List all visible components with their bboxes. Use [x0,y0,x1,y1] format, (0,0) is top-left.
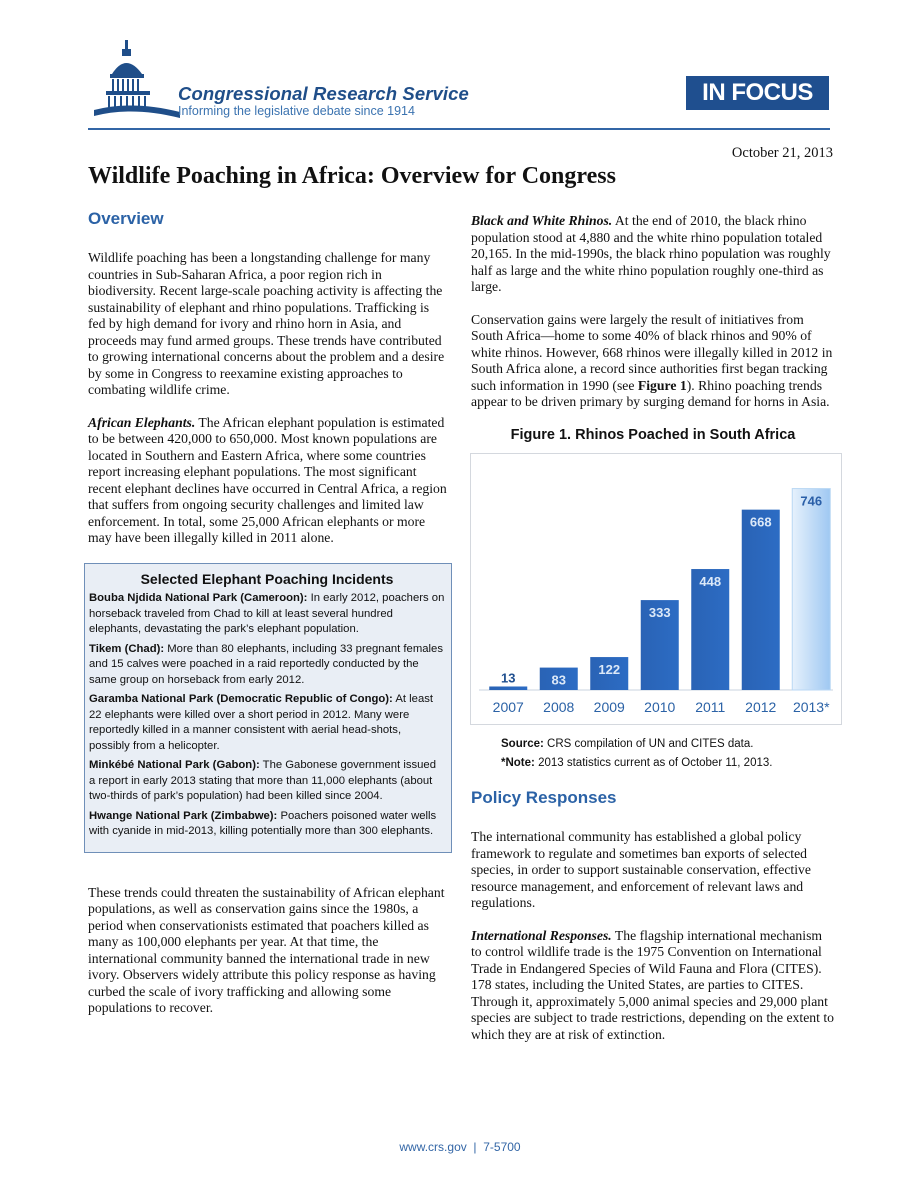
incident-location: Bouba Njdida National Park (Cameroon): [89,592,308,604]
incident-text: More than 80 elephants, including 33 pregnant females and 15 calves were poached in a raid reportedly conducted by the same group on horseback from early 2012. [89,642,443,686]
incident-item [89,692,445,754]
sidebar-title: Selected Elephant Poaching Incidents [140,570,394,587]
page-title: Wildlife Poaching in Africa: Overview for Congress [88,163,616,189]
right-column [471,213,835,1059]
page-footer [0,1140,920,1154]
incident-item [89,591,445,638]
chart-data-label: 122 [598,662,621,678]
figure-reference: Figure 1 [637,377,687,393]
footer-separator: | [473,1140,477,1154]
overview-paragraph: Wildlife poaching has been a longstanding challenge for many countries in Sub-Saharan Africa, a poor region rich in biodiversity. Recent large-scale poaching activity is affecting the sustainability of elephant and rhino populations. Trafficking is fed by high demand for ivory and rhino horn in Asia, and proceeds may fund armed groups. These trends have contributed to growing international concerns about the problem and a desire by some in Congress to reexamine existing approaches to combating wildlife crime. [88,250,445,397]
source-text: CRS compilation of UN and CITES data. [543,738,754,750]
incident-location: Tikem (Chad): [89,642,165,655]
org-name: Congressional Research Service [178,83,469,104]
chart-x-tick-label: 2012 [745,699,777,715]
figure-notes [501,735,835,773]
policy-paragraph: The international community has established a global policy framework to regulate and sometimes ban exports of selected species, in order to support sustainable conservation, effective resource management, and enforcement of relevant laws and regulations. [471,829,811,910]
elephants-run-in: African Elephants. [88,414,196,430]
overview-heading: Overview [88,209,164,228]
org-tagline: Informing the legislative debate since 1914 [178,104,415,118]
incident-item [89,809,445,840]
elephants-text: The African elephant population is estimated to be between 420,000 to 650,000. Most known populations are located in Southern and Eastern Africa, where some countries report increasing elephant populations. The most significant recent elephant declines have occurred in Central Africa, a region that suffers from ongoing security challenges and limited law enforcement. In total, some 25,000 African elephants or more may have been illegally killed in 2011 alone. [88,414,447,545]
note-label: *Note: [501,757,535,769]
chart-data-label: 668 [749,514,772,530]
incident-location: Garamba National Park (Democratic Republic of Congo): [89,693,393,705]
incident-location: Minkébé National Park (Gabon): [89,759,260,771]
conservation-text-b: ). Rhino poaching trends appear to be driven primary by surging demand for horns in Asia. [471,377,830,409]
chart-bar-2012 [742,510,780,690]
left-column [88,208,448,1033]
chart-x-tick-label: 2007 [492,699,524,715]
in-focus-badge: IN FOCUS [686,76,829,110]
rhinos-paragraph [471,213,835,296]
incident-text: The Gabonese government issued a report in early 2013 stating that more than 11,000 elephants (about two-thirds of park’s population) had been killed since 2004. [89,759,436,802]
conservation-text-a: Conservation gains were largely the result of initiatives from South Africa—home to some 40% of black rhinos and 90% of white rhinos. However, 668 rhinos were illegally killed in 2012 in South Africa alone, a record since authorities first began tracking such information in 1990 (see [471,311,833,393]
chart-data-label: 448 [699,574,722,590]
elephants-paragraph [88,415,448,547]
star-note [501,754,835,773]
chart-x-tick-label: 2011 [695,699,726,715]
international-paragraph [471,928,835,1044]
conservation-paragraph [471,312,835,411]
chart-svg [471,454,841,724]
chart-x-tick-label: 2010 [644,699,676,715]
rhino-poaching-chart [470,453,842,725]
capitol-dome-icon [92,38,182,124]
footer-code: 7-5700 [483,1140,521,1154]
chart-data-label: 13 [501,670,516,686]
incident-item [89,758,445,805]
international-text: The flagship international mechanism to control wildlife trade is the 1975 Convention on International Trade in Endangered Species of Wild Fauna and Flora (CITES). 178 states, including the United States, are parties to CITES. Through it, approximately 5,000 animal species and 29,000 plant species are subject to trade restrictions, depending on the extent to which they are at risk of extinction. [471,927,834,1042]
chart-x-tick-label: 2009 [593,699,625,715]
rhinos-text: At the end of 2010, the black rhino population stood at 4,880 and the white rhino population totaled 20,165. In the mid-1990s, the black rhino population was roughly half as large and the white rhino population roughly one-third as large. [471,213,831,294]
incident-item [89,642,445,689]
note-text: 2013 statistics current as of October 11, 2013. [534,757,773,769]
poaching-incidents-sidebar [84,563,452,853]
chart-data-label: 333 [648,605,671,621]
closing-paragraph: These trends could threaten the sustainability of African elephant populations, as well as conservation gains since the 1980s, a period when conservationists estimated that poachers killed as many as 100,000 elephants per year. At that time, the international community banned the international trade in new ivory. Observers widely attribute this policy response as having curbed the scale of ivory trafficking and allowing some populations to recover. [88,884,445,1015]
source-label: Source: [501,738,544,750]
chart-bar-2013 [792,489,830,690]
source-note [501,735,835,754]
policy-heading: Policy Responses [471,788,617,807]
footer-url[interactable]: www.crs.gov [399,1140,467,1154]
incident-text: At least 22 elephants were killed over a short period in 2012. Many were reportedly killed in a manner consistent with aerial head-shots, possibly from a helicopter. [89,693,434,752]
figure-title: Figure 1. Rhinos Poached in South Africa [510,426,796,443]
header-divider [88,128,830,130]
publication-date: October 21, 2013 [731,145,833,161]
chart-x-tick-label: 2008 [543,699,575,715]
incident-text: In early 2012, poachers on horseback traveled from Chad to kill at least several hundred elephants, devastating the park’s elephant population. [89,592,445,635]
incident-location: Hwange National Park (Zimbabwe): [89,809,278,822]
chart-data-label: 746 [800,493,823,509]
chart-x-tick-label: 2013* [792,699,830,715]
rhinos-run-in: Black and White Rhinos. [471,213,613,228]
international-run-in: International Responses. [471,927,612,943]
chart-data-label: 83 [551,672,566,688]
incident-text: Poachers poisoned water wells with cyanide in mid-2013, killing potentially more than 300 elephants. [89,809,437,837]
chart-bar-2007 [489,686,527,690]
